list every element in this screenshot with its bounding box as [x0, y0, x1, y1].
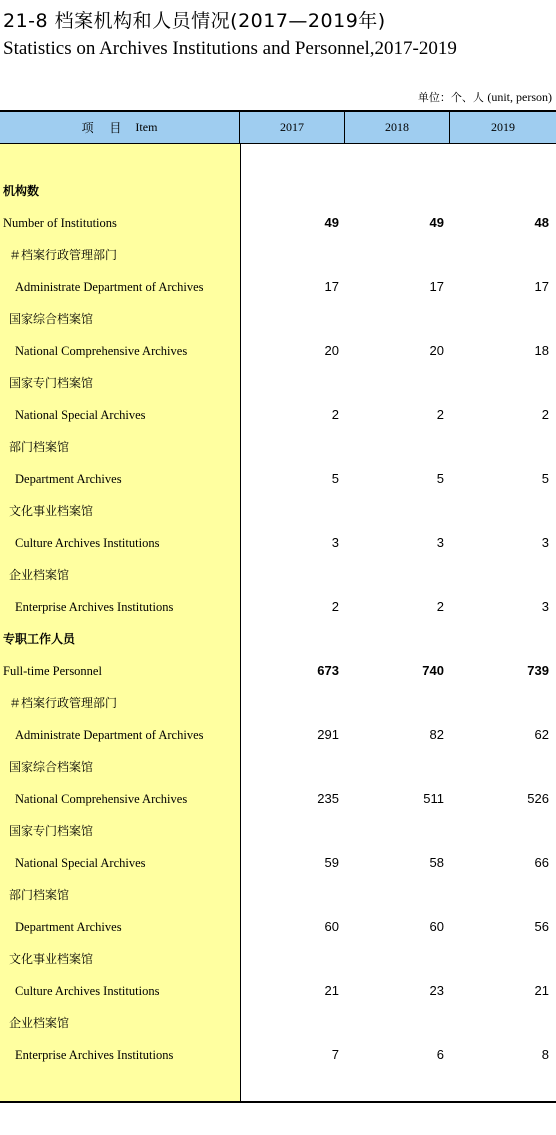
item-label-cn: ＃档案行政管理部门: [9, 696, 118, 710]
item-label-cn: 国家综合档案馆: [9, 312, 94, 326]
section-title-row: [0, 629, 556, 649]
item-cn-row: [0, 949, 556, 969]
value-2017: 3: [331, 535, 339, 550]
section-label-en: Full-time Personnel: [3, 664, 102, 678]
item-label-en: Culture Archives Institutions: [15, 984, 160, 998]
value-2017: 60: [324, 919, 339, 934]
header-year-2019: 2019: [491, 120, 515, 134]
value-2018: 5: [436, 471, 444, 486]
table-row: [0, 405, 556, 425]
section-label-cn: 机构数: [3, 184, 40, 198]
value-2019: 3: [541, 599, 549, 614]
item-cn-row: [0, 437, 556, 457]
value-2018: 6: [436, 1047, 444, 1062]
value-2019: 739: [527, 663, 549, 678]
value-2019: 8: [541, 1047, 549, 1062]
header-year-2018: 2018: [345, 112, 450, 143]
value-2019: 66: [534, 855, 549, 870]
page-title-cn: 21-8 档案机构和人员情况(2017—2019年): [3, 10, 386, 32]
item-label-en: National Comprehensive Archives: [15, 792, 188, 806]
value-2017: 7: [331, 1047, 339, 1062]
unit-note: [418, 89, 552, 105]
value-2017: 235: [317, 791, 339, 806]
value-2019: 56: [534, 919, 549, 934]
value-2019: 3: [541, 535, 549, 550]
value-2017: 5: [331, 471, 339, 486]
value-2019: 48: [534, 215, 549, 230]
item-label-cn: 部门档案馆: [9, 440, 70, 454]
section-label-en: Number of Institutions: [3, 216, 117, 230]
item-label-en: Department Archives: [15, 472, 122, 486]
value-2018: 17: [429, 279, 444, 294]
unit-cn: 单位：个、人: [417, 91, 484, 104]
table-row: [0, 917, 556, 937]
value-2018: 23: [429, 983, 444, 998]
table-row: [0, 1045, 556, 1065]
value-2017: 49: [324, 215, 339, 230]
table-row: [0, 277, 556, 297]
item-label-cn: 文化事业档案馆: [9, 952, 94, 966]
table-row: [0, 789, 556, 809]
value-2017: 2: [331, 407, 339, 422]
section-title-row: [0, 181, 556, 201]
value-2019: 21: [534, 983, 549, 998]
value-2019: 2: [541, 407, 549, 422]
value-2019: 17: [534, 279, 549, 294]
value-2018: 511: [423, 791, 444, 806]
table-row: [0, 853, 556, 873]
value-2017: 20: [324, 343, 339, 358]
table-row: [0, 341, 556, 361]
item-label-en: Administrate Department of Archives: [15, 280, 204, 294]
item-cn-row: [0, 309, 556, 329]
value-2018: 82: [429, 727, 444, 742]
value-2018: 58: [429, 855, 444, 870]
value-2019: 526: [527, 791, 549, 806]
item-label-en: Enterprise Archives Institutions: [15, 600, 174, 614]
value-2018: 2: [436, 599, 444, 614]
value-2017: 21: [324, 983, 339, 998]
item-label-en: Culture Archives Institutions: [15, 536, 160, 550]
value-2018: 2: [436, 407, 444, 422]
item-label-en: National Comprehensive Archives: [15, 344, 188, 358]
table-row: [0, 533, 556, 553]
value-2019: 62: [534, 727, 549, 742]
table-row: [0, 469, 556, 489]
value-2017: 17: [324, 279, 339, 294]
item-label-en: National Special Archives: [15, 408, 146, 422]
header-item-cn: 项 目: [81, 121, 128, 135]
item-label-en: Administrate Department of Archives: [15, 728, 204, 742]
header-year-2017: 2017: [240, 112, 345, 143]
item-cn-row: [0, 1013, 556, 1033]
item-label-en: Department Archives: [15, 920, 122, 934]
page-title-en: Statistics on Archives Institutions and Personnel,2017-2019: [3, 38, 457, 59]
item-label-en: National Special Archives: [15, 856, 146, 870]
section-label-cn: 专职工作人员: [3, 632, 76, 646]
value-2018: 3: [436, 535, 444, 550]
value-2017: 2: [331, 599, 339, 614]
item-cn-row: [0, 885, 556, 905]
value-2019: 18: [534, 343, 549, 358]
item-label-cn: ＃档案行政管理部门: [9, 248, 118, 262]
item-cn-row: [0, 501, 556, 521]
value-2019: 5: [541, 471, 549, 486]
unit-en: (unit, person): [487, 90, 552, 104]
table-header: [0, 112, 556, 144]
value-2018: 49: [429, 215, 444, 230]
section-total-row: [0, 661, 556, 681]
item-label-cn: 国家综合档案馆: [9, 760, 94, 774]
item-label-cn: 国家专门档案馆: [9, 824, 94, 838]
value-2017: 673: [317, 663, 339, 678]
value-2018: 20: [429, 343, 444, 358]
item-label-cn: 部门档案馆: [9, 888, 70, 902]
item-cn-row: [0, 373, 556, 393]
value-2018: 60: [429, 919, 444, 934]
item-cn-row: [0, 565, 556, 585]
value-2017: 59: [324, 855, 339, 870]
item-cn-row: [0, 693, 556, 713]
item-label-cn: 企业档案馆: [9, 568, 70, 582]
item-label-en: Enterprise Archives Institutions: [15, 1048, 174, 1062]
item-cn-row: [0, 757, 556, 777]
item-label-cn: 文化事业档案馆: [9, 504, 94, 518]
value-2017: 291: [317, 727, 339, 742]
item-label-cn: 企业档案馆: [9, 1016, 70, 1030]
bottom-rule: [0, 1101, 556, 1103]
table-row: [0, 981, 556, 1001]
item-cn-row: [0, 245, 556, 265]
item-cn-row: [0, 821, 556, 841]
header-item-en: Item: [135, 120, 158, 134]
section-total-row: [0, 213, 556, 233]
item-label-cn: 国家专门档案馆: [9, 376, 94, 390]
table-row: [0, 725, 556, 745]
value-2018: 740: [422, 663, 444, 678]
header-item: [0, 112, 240, 143]
table-row: [0, 597, 556, 617]
